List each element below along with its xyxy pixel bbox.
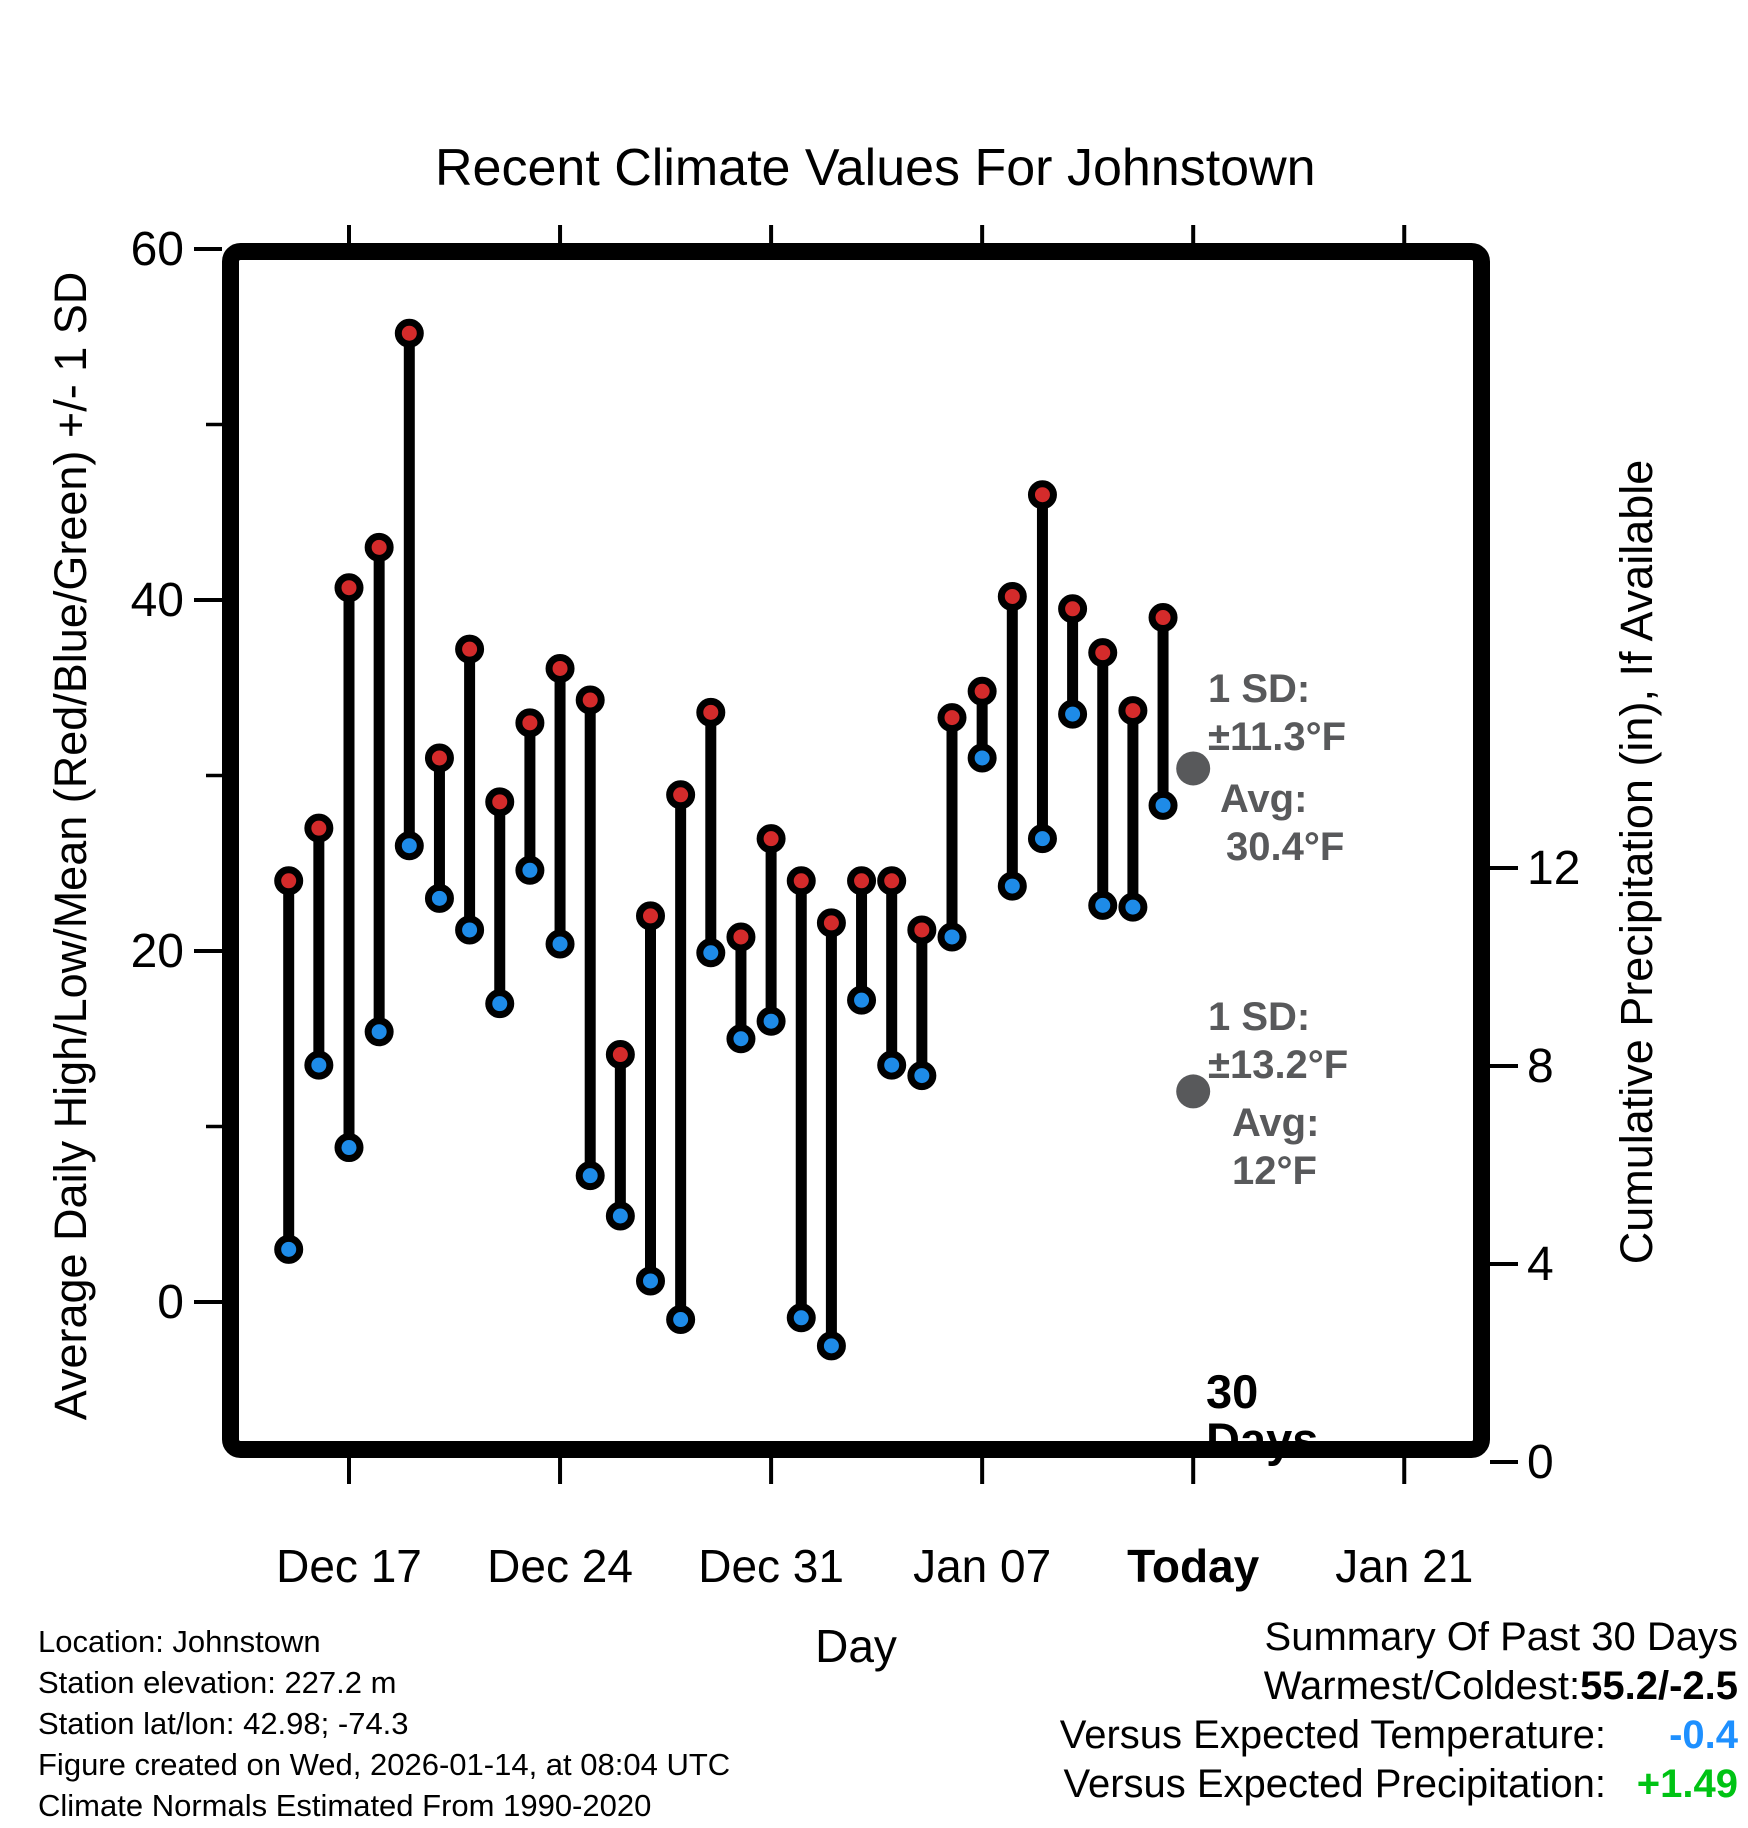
- dumbbell-jan-03: [851, 870, 873, 1011]
- dumbbell-jan-09: [1031, 484, 1053, 850]
- dumbbell-jan-12: [1122, 700, 1144, 919]
- summary-value-warmest: 55.2/-2.5: [1580, 1664, 1738, 1708]
- dumbbell-jan-11: [1092, 642, 1114, 917]
- svg-text:4: 4: [1527, 1238, 1554, 1291]
- dumbbell-dec-19: [398, 322, 420, 856]
- footer-latlon: Station lat/lon: 42.98; -74.3: [38, 1706, 409, 1741]
- dumbbell-dec-20: [428, 747, 450, 909]
- svg-text:Dec 17: Dec 17: [276, 1540, 422, 1592]
- summary-row-temp: [1060, 1711, 1738, 1760]
- dumbbell-dec-21: [459, 638, 481, 941]
- normal-annotations: [1176, 667, 1348, 1193]
- summary-panel: [1060, 1613, 1738, 1809]
- svg-text:12°F: 12°F: [1232, 1149, 1317, 1193]
- dumbbell-jan-06: [941, 707, 963, 948]
- svg-text:60: 60: [130, 223, 184, 276]
- footer-elevation: Station elevation: 227.2 m: [38, 1665, 397, 1700]
- dumbbell-dec-18: [368, 536, 390, 1042]
- dumbbell-jan-07: [971, 680, 993, 769]
- dumbbell-dec-31: [760, 828, 782, 1033]
- footer-location: Location: Johnstown: [38, 1624, 321, 1659]
- svg-text:Jan 21: Jan 21: [1335, 1540, 1474, 1592]
- summary-row-warmest: [1060, 1662, 1738, 1711]
- svg-text:20: 20: [130, 925, 184, 978]
- dumbbell-dec-16: [308, 817, 330, 1076]
- summary-row-precip: [1060, 1760, 1738, 1809]
- summary-value-temp: -0.4: [1669, 1713, 1738, 1757]
- svg-text:Day: Day: [815, 1620, 897, 1672]
- summary-label-precip: Versus Expected Precipitation:: [1063, 1762, 1606, 1806]
- svg-text:1 SD:: 1 SD:: [1208, 995, 1311, 1039]
- dumbbell-dec-26: [609, 1044, 631, 1227]
- left-axis-title: Average Daily High/Low/Mean (Red/Blue/Green) +/- 1 SD: [45, 271, 96, 1421]
- dumbbell-jan-05: [911, 919, 933, 1087]
- svg-text:12: 12: [1527, 842, 1581, 895]
- summary-title: Summary Of Past 30 Days: [1264, 1615, 1738, 1659]
- svg-text:40: 40: [130, 574, 184, 627]
- svg-text:Dec 24: Dec 24: [487, 1540, 633, 1592]
- svg-text:30.4°F: 30.4°F: [1226, 825, 1345, 869]
- svg-text:0: 0: [1527, 1436, 1554, 1489]
- svg-text:±11.3°F: ±11.3°F: [1208, 715, 1347, 759]
- dumbbell-dec-22: [489, 791, 511, 1015]
- right-axis-title: Cumulative Precipitation (in), If Available: [1611, 459, 1662, 1265]
- chart-title: Recent Climate Values For Johnstown: [435, 139, 1316, 197]
- dumbbell-dec-24: [549, 657, 571, 955]
- svg-text:Today: Today: [1127, 1540, 1260, 1592]
- summary-label-temp: Versus Expected Temperature:: [1059, 1713, 1606, 1757]
- footer-created: Figure created on Wed, 2026-01-14, at 08:04 UTC: [38, 1747, 731, 1782]
- svg-text:0: 0: [157, 1276, 184, 1329]
- footer-normals: Climate Normals Estimated From 1990-2020: [38, 1788, 652, 1823]
- svg-text:30: 30: [1206, 1365, 1259, 1418]
- dumbbell-dec-15: [278, 870, 300, 1261]
- svg-text:Days: Days: [1206, 1413, 1319, 1466]
- dumbbell-dec-27: [640, 905, 662, 1292]
- summary-value-precip: +1.49: [1636, 1762, 1738, 1806]
- dumbbell-jan-10: [1062, 598, 1084, 725]
- dumbbell-dec-28: [670, 784, 692, 1331]
- dumbbell-jan-08: [1001, 585, 1023, 897]
- dumbbell-dec-30: [730, 926, 752, 1050]
- svg-text:Avg:: Avg:: [1232, 1101, 1320, 1145]
- svg-text:Dec 31: Dec 31: [698, 1540, 844, 1592]
- dumbbell-dec-29: [700, 701, 722, 963]
- dumbbell-dec-23: [519, 712, 541, 881]
- summary-label-warmest: Warmest/Coldest:: [1263, 1664, 1581, 1708]
- dumbbell-jan-13: [1152, 607, 1174, 817]
- svg-text:8: 8: [1527, 1040, 1554, 1093]
- svg-text:Avg:: Avg:: [1220, 777, 1308, 821]
- station-footer: [38, 1621, 730, 1826]
- dumbbell-dec-25: [579, 689, 601, 1187]
- dumbbell-jan-01: [790, 870, 812, 1329]
- daily-dumbbells: [278, 322, 1174, 1357]
- dumbbell-jan-02: [820, 912, 842, 1357]
- dumbbell-dec-17: [338, 577, 360, 1159]
- dumbbell-jan-04: [881, 870, 903, 1076]
- svg-text:1 SD:: 1 SD:: [1208, 667, 1311, 711]
- svg-text:Jan 07: Jan 07: [913, 1540, 1052, 1592]
- svg-text:±13.2°F: ±13.2°F: [1208, 1043, 1349, 1087]
